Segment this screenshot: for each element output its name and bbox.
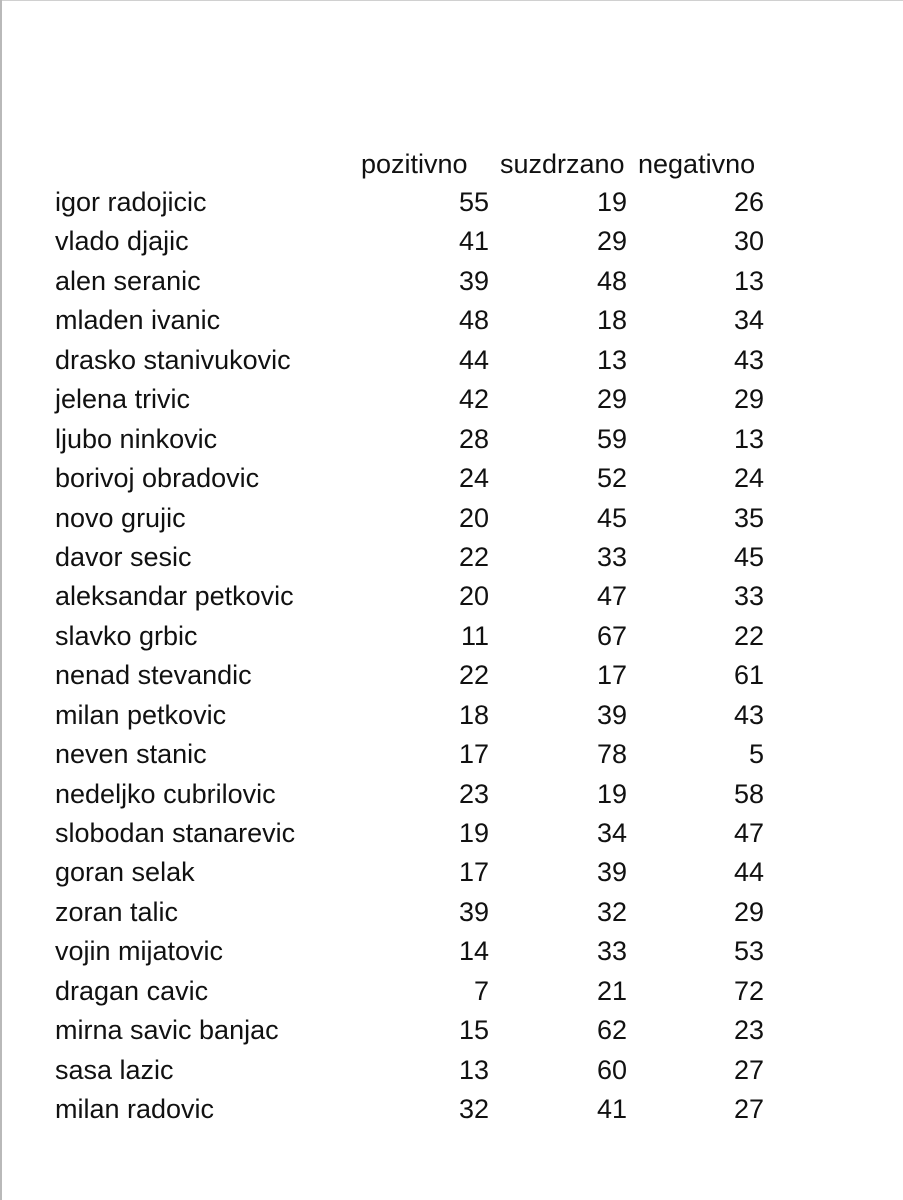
table-row	[0, 459, 903, 498]
cell-suzdrzano: 60	[596, 1054, 627, 1085]
cell-suzdrzano: 78	[596, 739, 627, 770]
row-name: goran selak	[55, 857, 195, 888]
cell-suzdrzano: 67	[596, 620, 627, 651]
table-row	[0, 853, 903, 892]
header-negativno: negativno	[638, 149, 756, 179]
cell-suzdrzano: 59	[596, 423, 627, 454]
cell-negativno: 30	[733, 226, 764, 257]
cell-suzdrzano: 18	[596, 305, 627, 336]
row-name: mirna savic banjac	[55, 1015, 279, 1046]
cell-pozitivno: 20	[458, 581, 489, 612]
table-row	[0, 1051, 903, 1090]
cell-negativno: 61	[733, 660, 764, 691]
cell-pozitivno: 32	[458, 1094, 489, 1125]
cell-suzdrzano: 45	[596, 502, 627, 533]
cell-pozitivno: 15	[458, 1015, 489, 1046]
table-row	[0, 1011, 903, 1050]
cell-pozitivno: 39	[458, 896, 489, 927]
cell-suzdrzano: 48	[596, 265, 627, 296]
row-name: slobodan stanarevic	[55, 818, 296, 848]
cell-pozitivno: 42	[458, 384, 489, 415]
cell-suzdrzano: 19	[596, 778, 627, 809]
cell-pozitivno: 28	[458, 423, 489, 454]
cell-negativno: 22	[733, 620, 764, 651]
cell-pozitivno: 13	[458, 1054, 489, 1085]
row-name: igor radojicic	[55, 187, 207, 217]
table-row	[0, 972, 903, 1011]
cell-negativno: 27	[733, 1094, 764, 1125]
row-name: drasko stanivukovic	[55, 344, 291, 375]
cell-pozitivno: 48	[458, 305, 489, 336]
cell-suzdrzano: 47	[596, 581, 627, 612]
cell-suzdrzano: 29	[596, 384, 627, 415]
row-name: davor sesic	[55, 541, 192, 572]
cell-pozitivno: 24	[458, 463, 489, 494]
cell-negativno: 13	[733, 265, 764, 296]
cell-negativno: 43	[733, 699, 764, 730]
cell-pozitivno: 41	[458, 226, 489, 257]
cell-suzdrzano: 34	[596, 818, 627, 848]
cell-negativno: 44	[733, 857, 764, 888]
cell-negativno: 35	[733, 502, 764, 533]
cell-pozitivno: 19	[458, 818, 489, 848]
row-name: milan petkovic	[55, 699, 227, 730]
cell-negativno: 24	[733, 463, 764, 494]
cell-negativno: 29	[733, 384, 764, 415]
cell-negativno: 29	[733, 896, 764, 927]
cell-suzdrzano: 32	[596, 896, 627, 927]
row-name: dragan cavic	[55, 975, 209, 1006]
table-row	[0, 932, 903, 971]
cell-negativno: 47	[733, 818, 764, 848]
table-row	[0, 735, 903, 774]
cell-pozitivno: 11	[460, 620, 489, 651]
table-header-row	[0, 144, 903, 184]
cell-pozitivno: 18	[458, 699, 489, 730]
table-row	[0, 1090, 903, 1129]
row-name: ljubo ninkovic	[55, 423, 218, 454]
row-name: vojin mijatovic	[55, 936, 224, 967]
cell-suzdrzano: 13	[596, 344, 627, 375]
table-row	[0, 538, 903, 577]
cell-negativno: 45	[733, 541, 764, 572]
cell-pozitivno: 22	[458, 541, 489, 572]
cell-pozitivno: 44	[458, 344, 489, 375]
row-name: milan radovic	[55, 1094, 215, 1125]
row-name: alen seranic	[55, 265, 201, 296]
header-suzdrzano: suzdrzano	[500, 149, 625, 179]
table-row	[0, 617, 903, 656]
table-body	[0, 183, 903, 1130]
row-name: aleksandar petkovic	[55, 581, 294, 612]
table-row	[0, 183, 903, 222]
cell-pozitivno: 39	[458, 265, 489, 296]
cell-suzdrzano: 62	[596, 1015, 627, 1046]
cell-pozitivno: 20	[458, 502, 489, 533]
cell-negativno: 26	[733, 187, 764, 217]
cell-negativno: 34	[733, 305, 764, 336]
table-row	[0, 696, 903, 735]
table-row	[0, 775, 903, 814]
row-name: jelena trivic	[55, 384, 191, 415]
table-row	[0, 341, 903, 380]
cell-suzdrzano: 33	[596, 936, 627, 967]
table-row	[0, 814, 903, 853]
cell-pozitivno: 23	[458, 778, 489, 809]
cell-suzdrzano: 29	[596, 226, 627, 257]
table-row	[0, 656, 903, 695]
row-name: vlado djajic	[55, 226, 189, 257]
cell-pozitivno: 17	[458, 739, 489, 770]
cell-pozitivno: 22	[458, 660, 489, 691]
row-name: novo grujic	[55, 502, 186, 533]
table-row	[0, 893, 903, 932]
row-name: neven stanic	[55, 739, 207, 770]
row-name: mladen ivanic	[55, 305, 221, 336]
cell-negativno: 33	[733, 581, 764, 612]
cell-negativno: 5	[748, 739, 764, 770]
table-row	[0, 577, 903, 616]
cell-negativno: 13	[733, 423, 764, 454]
table-row	[0, 301, 903, 340]
cell-pozitivno: 7	[473, 975, 489, 1006]
table-row	[0, 499, 903, 538]
table-row	[0, 420, 903, 459]
header-pozitivno: pozitivno	[361, 149, 468, 179]
table-row	[0, 222, 903, 261]
cell-negativno: 53	[733, 936, 764, 967]
cell-negativno: 72	[733, 975, 764, 1006]
cell-negativno: 27	[733, 1054, 764, 1085]
cell-suzdrzano: 52	[596, 463, 627, 494]
cell-negativno: 43	[733, 344, 764, 375]
table-row	[0, 380, 903, 419]
row-name: nenad stevandic	[55, 660, 252, 691]
cell-suzdrzano: 33	[596, 541, 627, 572]
row-name: sasa lazic	[55, 1054, 174, 1085]
cell-suzdrzano: 21	[596, 975, 627, 1006]
row-name: zoran talic	[55, 896, 179, 927]
cell-pozitivno: 14	[458, 936, 489, 967]
table-row	[0, 262, 903, 301]
cell-suzdrzano: 17	[596, 660, 627, 691]
cell-suzdrzano: 19	[596, 187, 627, 217]
cell-suzdrzano: 39	[596, 857, 627, 888]
cell-pozitivno: 17	[458, 857, 489, 888]
row-name: borivoj obradovic	[55, 463, 260, 494]
cell-suzdrzano: 39	[596, 699, 627, 730]
cell-negativno: 23	[733, 1015, 764, 1046]
cell-pozitivno: 55	[458, 187, 489, 217]
cell-suzdrzano: 41	[596, 1094, 627, 1125]
cell-negativno: 58	[733, 778, 764, 809]
row-name: nedeljko cubrilovic	[55, 778, 276, 809]
row-name: slavko grbic	[55, 620, 198, 651]
